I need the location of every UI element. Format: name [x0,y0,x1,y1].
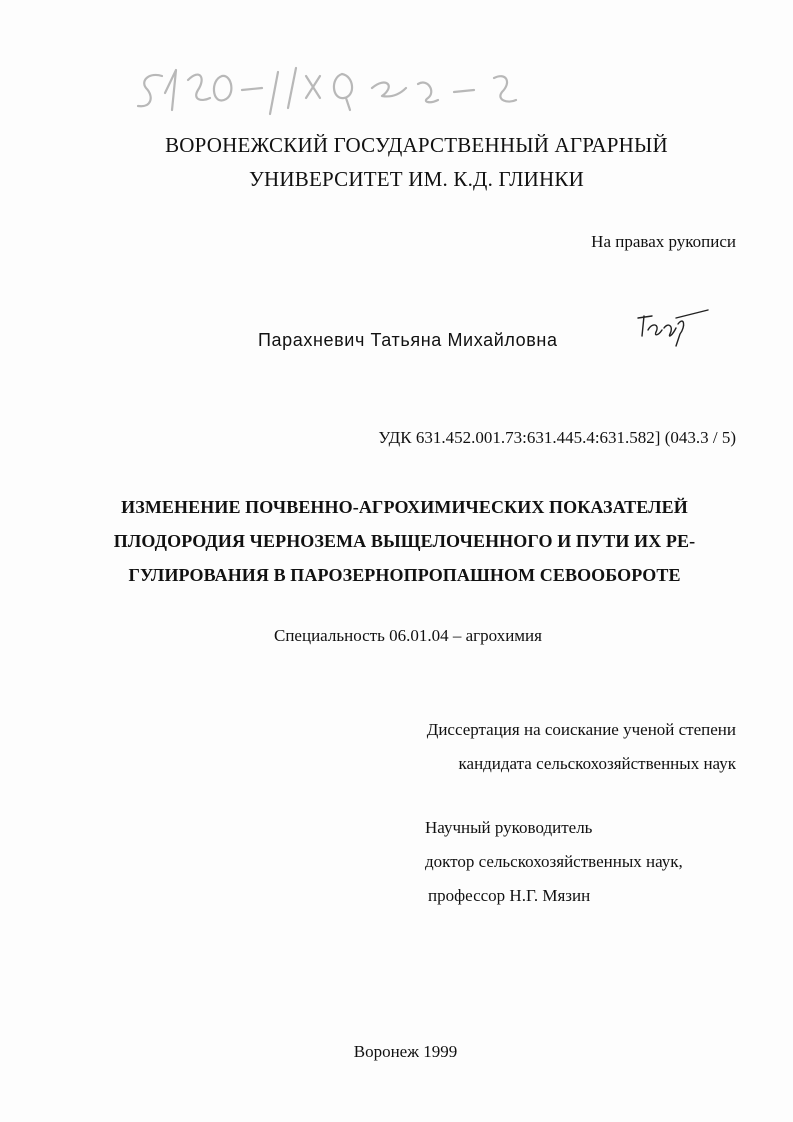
university-name-line2: УНИВЕРСИТЕТ ИМ. К.Д. ГЛИНКИ [248,167,584,191]
supervisor-label: Научный руководитель [425,818,593,837]
udk-classification: УДК 631.452.001.73:631.445.4:631.582] (043.3 / 5) [378,428,736,447]
thesis-title-line3: ГУЛИРОВАНИЯ В ПАРОЗЕРНОПРОПАШНОМ СЕВООБОРОТЕ [128,565,681,585]
archive-handwritten-mark [110,58,540,128]
university-name-line1: ВОРОНЕЖСКИЙ ГОСУДАРСТВЕННЫЙ АГРАРНЫЙ [165,133,668,157]
author-signature [632,300,712,350]
supervisor-degree: доктор сельскохозяйственных наук, [425,852,683,871]
dissertation-degree-line2: кандидата сельскохозяйственных наук [458,754,736,773]
city-and-year: Воронеж 1999 [353,1042,458,1061]
supervisor-name: профессор Н.Г. Мязин [428,886,591,905]
dissertation-degree-line1: Диссертация на соискание ученой степени [426,720,736,739]
author-name: Парахневич Татьяна Михайловна [258,330,558,350]
thesis-title-line1: ИЗМЕНЕНИЕ ПОЧВЕННО-АГРОХИМИЧЕСКИХ ПОКАЗАТЕЛЕЙ [121,497,688,517]
specialty-code: Специальность 06.01.04 – агрохимия [274,626,542,645]
thesis-title-line2: ПЛОДОРОДИЯ ЧЕРНОЗЕМА ВЫЩЕЛОЧЕННОГО И ПУТИ ИХ РЕ- [113,531,696,551]
manuscript-rights-note: На правах рукописи [591,232,736,251]
